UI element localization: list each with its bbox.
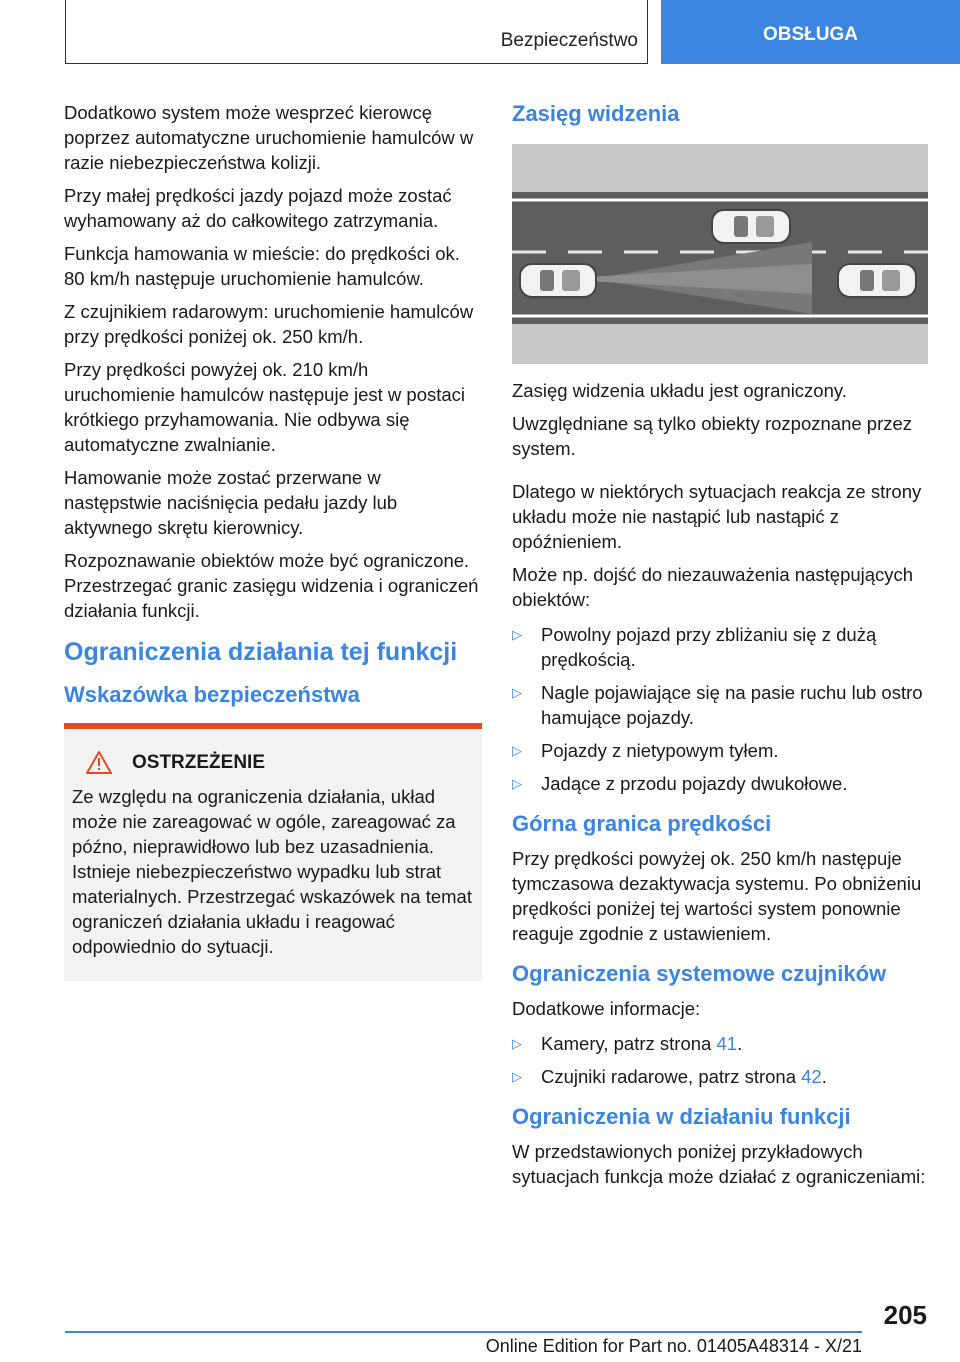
left-column [64,100,482,981]
warning-text: Ze względu na ograniczenia działania, układ może nie zareagować w ogóle, zareagować za późno, nieprawidłowo lub bez uzasadnienia. Istnieje niebezpieczeństwo wypadku lub strat materialnych. Przestrzegać wskazówek na temat ograniczeń działania układu i reagować odpowiednio do sytuacji. [72,786,472,957]
list-item: ▷ Kamery, patrz strona 41. [512,1033,743,1054]
list-item: ▷ Nagle pojawiające się na pasie ruchu lub ostro hamujące pojazdy. [512,682,923,728]
list-item: ▷ Powolny pojazd przy zbliżaniu się z dużą prędkością. [512,624,877,670]
header-section-title: Bezpieczeństwo [500,30,638,51]
paragraph: Funkcja hamowania w mieście: do prędkości ok. 80 km/h następuje uruchomienie hamulców. [64,243,460,289]
detection-range-illustration [512,144,928,364]
range-paragraph: Uwzględniane są tylko obiekty rozpoznane przez system. [512,413,913,459]
heading-limits: Ograniczenia działania tej funkcji [64,638,458,666]
range-list [512,622,928,796]
bullet-triangle-icon: ▷ [512,685,522,700]
footer-divider [65,1331,862,1333]
range-paragraph: Zasięg widzenia układu jest ograniczony. [512,380,847,401]
heading-safety: Wskazówka bezpieczeństwa [64,682,360,707]
heading-range: Zasięg widzenia [512,101,680,126]
function-paragraph: W przedstawionych poniżej przykładowych sytuacjach funkcja może działać z ograniczeniami: [512,1141,926,1187]
list-item: ▷ Czujniki radarowe, patrz strona 42. [512,1066,827,1087]
paragraph: Przy małej prędkości jazdy pojazd może zostać wyhamowany aż do całkowitego zatrzymania. [64,185,452,231]
heading-speed: Górna granica prędkości [512,811,772,836]
car-icon [838,264,916,297]
header-chapter-tab[interactable]: OBSŁUGA [661,0,960,64]
list-item: ▷ Pojazdy z nietypowym tyłem. [512,740,779,761]
bullet-triangle-icon: ▷ [512,627,522,642]
list-item: ▷ Jadące z przodu pojazdy dwukołowe. [512,773,848,794]
page-number: 205 [883,1300,927,1330]
paragraph: Rozpoznawanie obiektów może być ograniczone. Przestrzegać granic zasięgu widzenia i ograniczeń działania funkcji. [64,550,479,621]
road-illustration-icon [512,144,928,364]
range-paragraph: Może np. dojść do niezauważenia następujących obiektów: [512,564,914,610]
car-icon [712,210,790,243]
heading-sensors: Ograniczenia systemowe czujników [512,961,887,986]
paragraph: Przy prędkości powyżej ok. 210 km/h uruchomienie hamulców następuje jest w postaci krótkiego przyhamowania. Nie odbywa się automatyczne zwalnianie. [64,359,466,455]
warning-triangle-icon [86,751,112,774]
paragraph: Hamowanie może zostać przerwane w następstwie naciśnięcia pedału jazdy lub aktywnego skrętu kierownicy. [64,467,398,538]
bullet-triangle-icon: ▷ [512,776,522,791]
speed-paragraph: Przy prędkości powyżej ok. 250 km/h następuje tymczasowa dezaktywacja systemu. Po obniżeniu prędkości poniżej tej wartości system ponownie reaguje zgodnie z ustawieniem. [512,848,922,944]
car-icon [520,264,596,297]
sensors-intro: Dodatkowe informacje: [512,998,701,1019]
paragraph: Dodatkowo system może wesprzeć kierowcę poprzez automatyczne uruchomienie hamulców w razie niebezpieczeństwa kolizji. [64,102,474,173]
right-column [512,100,928,1197]
warning-title-row [72,751,474,774]
warning-title: OSTRZEŻENIE [132,751,266,773]
bullet-triangle-icon: ▷ [512,743,522,758]
bullet-triangle-icon: ▷ [512,1069,522,1084]
paragraph: Z czujnikiem radarowym: uruchomienie hamulców przy prędkości poniżej ok. 250 km/h. [64,301,474,347]
heading-function: Ograniczenia w działaniu funkcji [512,1104,851,1129]
footer-edition: Online Edition for Part no. 01405A48314 - X/21 [485,1336,862,1356]
sensors-list [512,1031,928,1089]
warning-box [64,723,482,981]
page-link-42[interactable]: 42 [801,1066,822,1087]
range-paragraph: Dlatego w niektórych sytuacjach reakcja ze strony układu może nie nastąpić lub nastąpić z opóźnieniem. [512,481,922,552]
page-link-41[interactable]: 41 [716,1033,738,1054]
bullet-triangle-icon: ▷ [512,1036,522,1051]
